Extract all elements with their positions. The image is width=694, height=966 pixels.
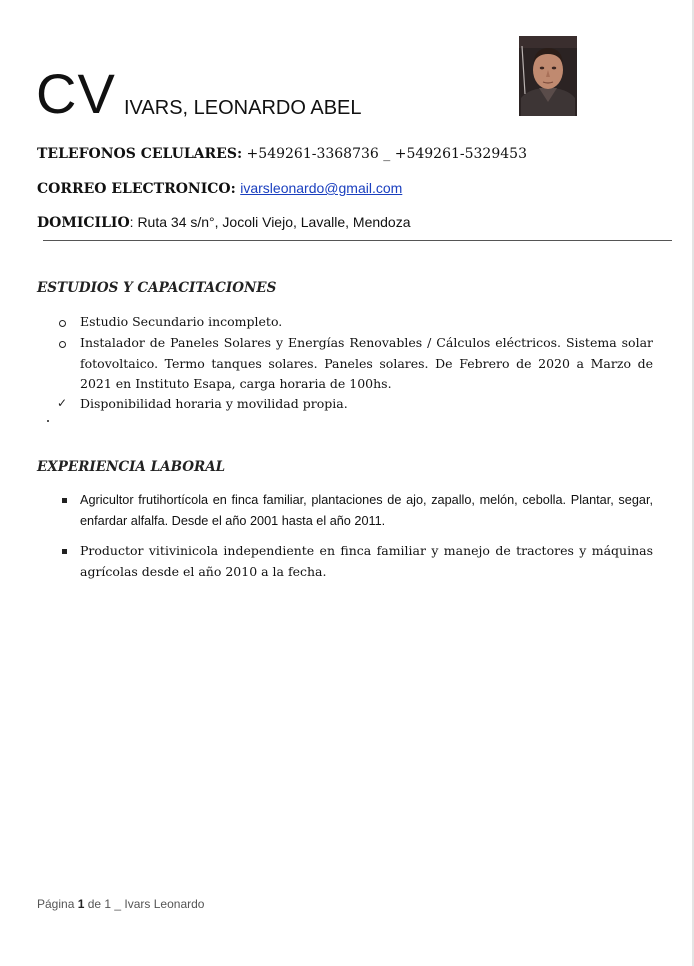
cv-title: CV	[36, 62, 116, 125]
footer-prefix: Página	[37, 897, 78, 911]
square-bullet-icon	[62, 549, 67, 554]
circle-bullet-icon	[59, 320, 66, 327]
education-item-text: Disponibilidad horaria y movilidad propia.	[80, 396, 348, 411]
experience-item-text: Productor vitivinicola independiente en finca familiar y manejo de tractores y máquinas agrícolas desde el año 2010 a la fecha.	[80, 543, 653, 579]
education-title: ESTUDIOS Y CAPACITACIONES	[37, 280, 277, 296]
circle-bullet-icon	[59, 341, 66, 348]
profile-photo	[519, 36, 577, 116]
education-item-text: Estudio Secundario incompleto.	[80, 314, 283, 329]
email-link[interactable]: ivarsleonardo@gmail.com	[240, 180, 403, 196]
phones-line	[37, 144, 527, 164]
address-value: : Ruta 34 s/n°, Jocoli Viejo, Lavalle, Mendoza	[129, 214, 411, 230]
stray-dot	[47, 420, 49, 422]
email-line	[37, 178, 402, 199]
header-divider	[43, 240, 672, 241]
education-item-text: Instalador de Paneles Solares y Energías Renovables / Cálculos eléctricos. Sistema solar fotovoltaico. Termo tanques solares. Paneles solares. De Febrero de 2020 a Marzo de 2021 en Instituto Esapa, carga horaria de 100hs.	[80, 335, 653, 391]
phones-value: +549261-3368736 _ +549261-5329453	[242, 146, 527, 162]
checkmark-icon: ✓	[57, 396, 68, 410]
phones-label: TELEFONOS CELULARES:	[37, 146, 243, 162]
experience-item-text: Agricultor frutihortícola en finca familiar, plantaciones de ajo, zapallo, melón, cebolla. Plantar, segar, enfardar alfalfa. Desde el año 2001 hasta el año 2011.	[80, 493, 653, 528]
address-label: DOMICILIO	[37, 215, 130, 231]
address-line	[37, 212, 411, 233]
full-name: IVARS, LEONARDO ABEL	[124, 97, 362, 119]
square-bullet-icon	[62, 498, 67, 503]
footer-suffix: de 1 _ Ivars Leonardo	[84, 897, 205, 911]
email-label: CORREO ELECTRONICO:	[37, 181, 236, 197]
experience-title: EXPERIENCIA LABORAL	[37, 459, 226, 475]
footer-page-number: 1	[77, 897, 85, 911]
page-footer	[37, 897, 204, 911]
